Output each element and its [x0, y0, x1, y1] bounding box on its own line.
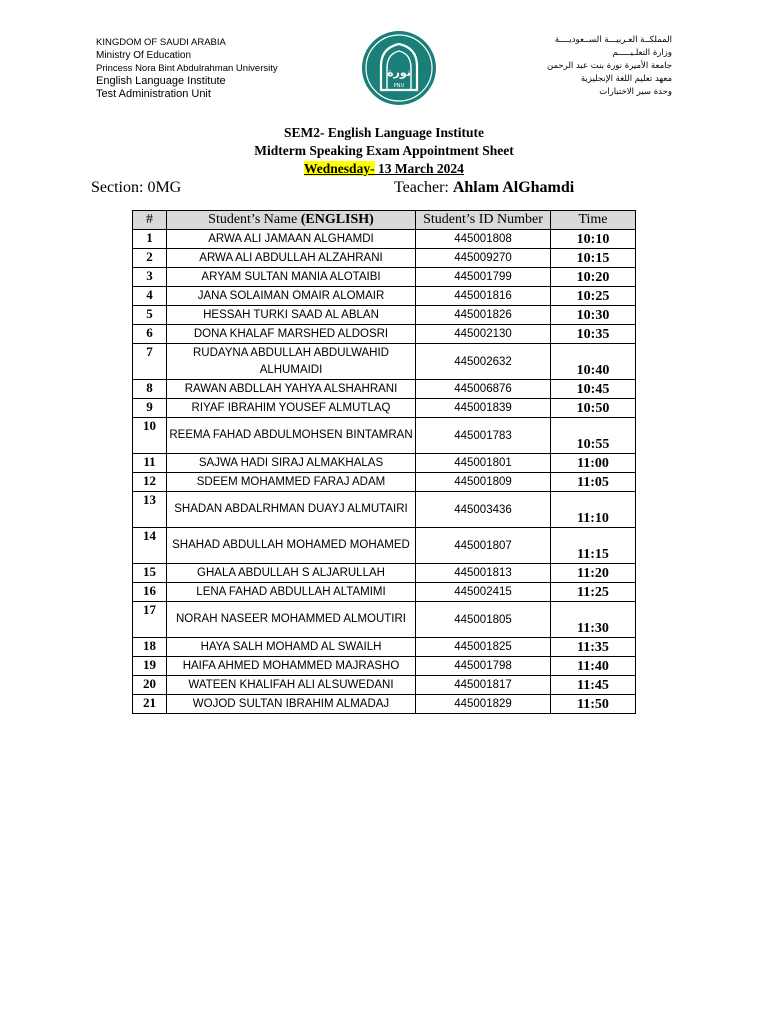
student-name: GHALA ABDULLAH S ALJARULLAH — [167, 564, 416, 583]
table-row — [133, 676, 636, 695]
appointment-time: 11:45 — [551, 676, 636, 695]
student-id: 445003436 — [416, 492, 551, 528]
table-row — [133, 528, 636, 564]
appointment-time: 11:10 — [551, 492, 636, 528]
table-row — [133, 399, 636, 418]
table-body — [133, 230, 636, 714]
student-name: ARWA ALI JAMAAN ALGHAMDI — [167, 230, 416, 249]
student-name: ARWA ALI ABDULLAH ALZAHRANI — [167, 249, 416, 268]
row-number: 1 — [133, 230, 167, 249]
appointment-time: 11:50 — [551, 695, 636, 714]
header-student-id: Student’s ID Number — [416, 211, 551, 230]
row-number: 14 — [133, 528, 167, 564]
header-number: # — [133, 211, 167, 230]
row-number: 18 — [133, 638, 167, 657]
student-id: 445002415 — [416, 583, 551, 602]
table-row — [133, 380, 636, 399]
table-row — [133, 492, 636, 528]
letterhead-ministry: Ministry Of Education — [96, 50, 192, 61]
row-number: 9 — [133, 399, 167, 418]
teacher-line — [394, 179, 574, 197]
letterhead-arabic-unit: وحدة سير الاختبارات — [599, 87, 672, 97]
letterhead-english — [96, 36, 278, 101]
header-time: Time — [551, 211, 636, 230]
table-row — [133, 344, 636, 380]
student-name: RUDAYNA ABDULLAH ABDULWAHID ALHUMAIDI — [167, 344, 416, 380]
student-name: HAIFA AHMED MOHAMMED MAJRASHO — [167, 657, 416, 676]
student-name: NORAH NASEER MOHAMMED ALMOUTIRI — [167, 602, 416, 638]
title-line-2: Midterm Speaking Exam Appointment Sheet — [254, 143, 514, 158]
appointment-time: 11:00 — [551, 454, 636, 473]
appointment-table — [132, 210, 636, 714]
row-number: 10 — [133, 418, 167, 454]
student-id: 445001816 — [416, 287, 551, 306]
student-id: 445001826 — [416, 306, 551, 325]
table-row — [133, 657, 636, 676]
appointment-time: 11:20 — [551, 564, 636, 583]
student-id: 445001829 — [416, 695, 551, 714]
row-number: 15 — [133, 564, 167, 583]
letterhead-institute: English Language Institute — [96, 75, 226, 87]
title-line-1: SEM2- English Language Institute — [284, 125, 484, 140]
row-number: 8 — [133, 380, 167, 399]
student-id: 445002130 — [416, 325, 551, 344]
section-line — [91, 179, 181, 197]
header-student-name — [167, 211, 416, 230]
student-name: RIYAF IBRAHIM YOUSEF ALMUTLAQ — [167, 399, 416, 418]
appointment-time: 10:20 — [551, 268, 636, 287]
row-number: 3 — [133, 268, 167, 287]
row-number: 2 — [133, 249, 167, 268]
student-id: 445001807 — [416, 528, 551, 564]
row-number: 21 — [133, 695, 167, 714]
letterhead-kingdom: KINGDOM OF SAUDI ARABIA — [96, 37, 226, 48]
appointment-time: 10:35 — [551, 325, 636, 344]
student-name: REEMA FAHAD ABDULMOHSEN BINTAMRAN — [167, 418, 416, 454]
row-number: 13 — [133, 492, 167, 528]
logo-arabic-text: نورة — [387, 66, 411, 79]
student-name: RAWAN ABDLLAH YAHYA ALSHAHRANI — [167, 380, 416, 399]
appointment-time: 11:25 — [551, 583, 636, 602]
student-name: DONA KHALAF MARSHED ALDOSRI — [167, 325, 416, 344]
student-name: HESSAH TURKI SAAD AL ABLAN — [167, 306, 416, 325]
student-id: 445002632 — [416, 344, 551, 380]
appointment-time: 10:30 — [551, 306, 636, 325]
letterhead-arabic-university: جامعة الأميرة نورة بنت عبد الرحمن — [546, 61, 672, 71]
appointment-time: 11:30 — [551, 602, 636, 638]
student-name: SHADAN ABDALRHMAN DUAYJ ALMUTAIRI — [167, 492, 416, 528]
student-name: SHAHAD ABDULLAH MOHAMED MOHAMED — [167, 528, 416, 564]
appointment-time: 10:40 — [551, 344, 636, 380]
table-row — [133, 230, 636, 249]
table-row — [133, 418, 636, 454]
student-id: 445001839 — [416, 399, 551, 418]
appointment-time: 10:45 — [551, 380, 636, 399]
appointment-time: 10:10 — [551, 230, 636, 249]
student-id: 445001813 — [416, 564, 551, 583]
table-row — [133, 638, 636, 657]
student-id: 445009270 — [416, 249, 551, 268]
table-row — [133, 325, 636, 344]
table-row — [133, 473, 636, 492]
header-name-bold: (ENGLISH) — [300, 212, 374, 227]
table-row — [133, 602, 636, 638]
teacher-label: Teacher: — [394, 179, 453, 196]
appointment-time: 10:15 — [551, 249, 636, 268]
row-number: 5 — [133, 306, 167, 325]
student-name: HAYA SALH MOHAMD AL SWAILH — [167, 638, 416, 657]
row-number: 16 — [133, 583, 167, 602]
table-row — [133, 268, 636, 287]
row-number: 11 — [133, 454, 167, 473]
appointment-time: 11:40 — [551, 657, 636, 676]
student-name: JANA SOLAIMAN OMAIR ALOMAIR — [167, 287, 416, 306]
appointment-time: 10:55 — [551, 418, 636, 454]
student-name: SAJWA HADI SIRAJ ALMAKHALAS — [167, 454, 416, 473]
section-value: 0MG — [147, 179, 182, 196]
letterhead-university: Princess Nora Bint Abdulrahman University — [96, 63, 278, 74]
student-id: 445001825 — [416, 638, 551, 657]
header-name-prefix: Student’s Name — [208, 212, 301, 227]
student-name: WOJOD SULTAN IBRAHIM ALMADAJ — [167, 695, 416, 714]
table-row — [133, 583, 636, 602]
student-id: 445001798 — [416, 657, 551, 676]
title-date-line — [0, 160, 768, 178]
table-row — [133, 306, 636, 325]
row-number: 4 — [133, 287, 167, 306]
student-id: 445001805 — [416, 602, 551, 638]
letterhead-arabic-ministry: وزارة التعلـيـــــم — [612, 48, 672, 58]
row-number: 6 — [133, 325, 167, 344]
appointment-time: 11:15 — [551, 528, 636, 564]
appointment-time: 10:25 — [551, 287, 636, 306]
table-row — [133, 454, 636, 473]
row-number: 20 — [133, 676, 167, 695]
student-name: ARYAM SULTAN MANIA ALOTAIBI — [167, 268, 416, 287]
row-number: 19 — [133, 657, 167, 676]
exam-date: 13 March 2024 — [374, 161, 464, 176]
appointment-time: 10:50 — [551, 399, 636, 418]
student-name: LENA FAHAD ABDULLAH ALTAMIMI — [167, 583, 416, 602]
row-number: 12 — [133, 473, 167, 492]
letterhead-arabic — [502, 34, 672, 99]
student-id: 445001817 — [416, 676, 551, 695]
row-number: 17 — [133, 602, 167, 638]
section-label: Section: — [91, 179, 148, 196]
table-row — [133, 564, 636, 583]
student-id: 445001783 — [416, 418, 551, 454]
table-row — [133, 287, 636, 306]
student-name: SDEEM MOHAMMED FARAJ ADAM — [167, 473, 416, 492]
appointment-time: 11:35 — [551, 638, 636, 657]
appointment-time: 11:05 — [551, 473, 636, 492]
student-id: 445001799 — [416, 268, 551, 287]
letterhead-arabic-kingdom: المملكــة العـربيـــة الســعوديــــة — [554, 35, 672, 45]
student-id: 445006876 — [416, 380, 551, 399]
logo-latin-text: PNU — [393, 83, 405, 89]
document-titles — [0, 124, 768, 178]
letterhead-unit: Test Administration Unit — [96, 88, 211, 100]
row-number: 7 — [133, 344, 167, 380]
table-row — [133, 695, 636, 714]
exam-day: Wednesday- — [304, 161, 375, 176]
table-header-row — [133, 211, 636, 230]
teacher-name: Ahlam AlGhamdi — [452, 179, 575, 196]
table-row — [133, 249, 636, 268]
student-id: 445001809 — [416, 473, 551, 492]
student-id: 445001808 — [416, 230, 551, 249]
university-logo — [361, 30, 437, 106]
student-id: 445001801 — [416, 454, 551, 473]
student-name: WATEEN KHALIFAH ALI ALSUWEDANI — [167, 676, 416, 695]
letterhead-arabic-institute: معهد تعليم اللغة الإنجليزية — [580, 74, 672, 84]
